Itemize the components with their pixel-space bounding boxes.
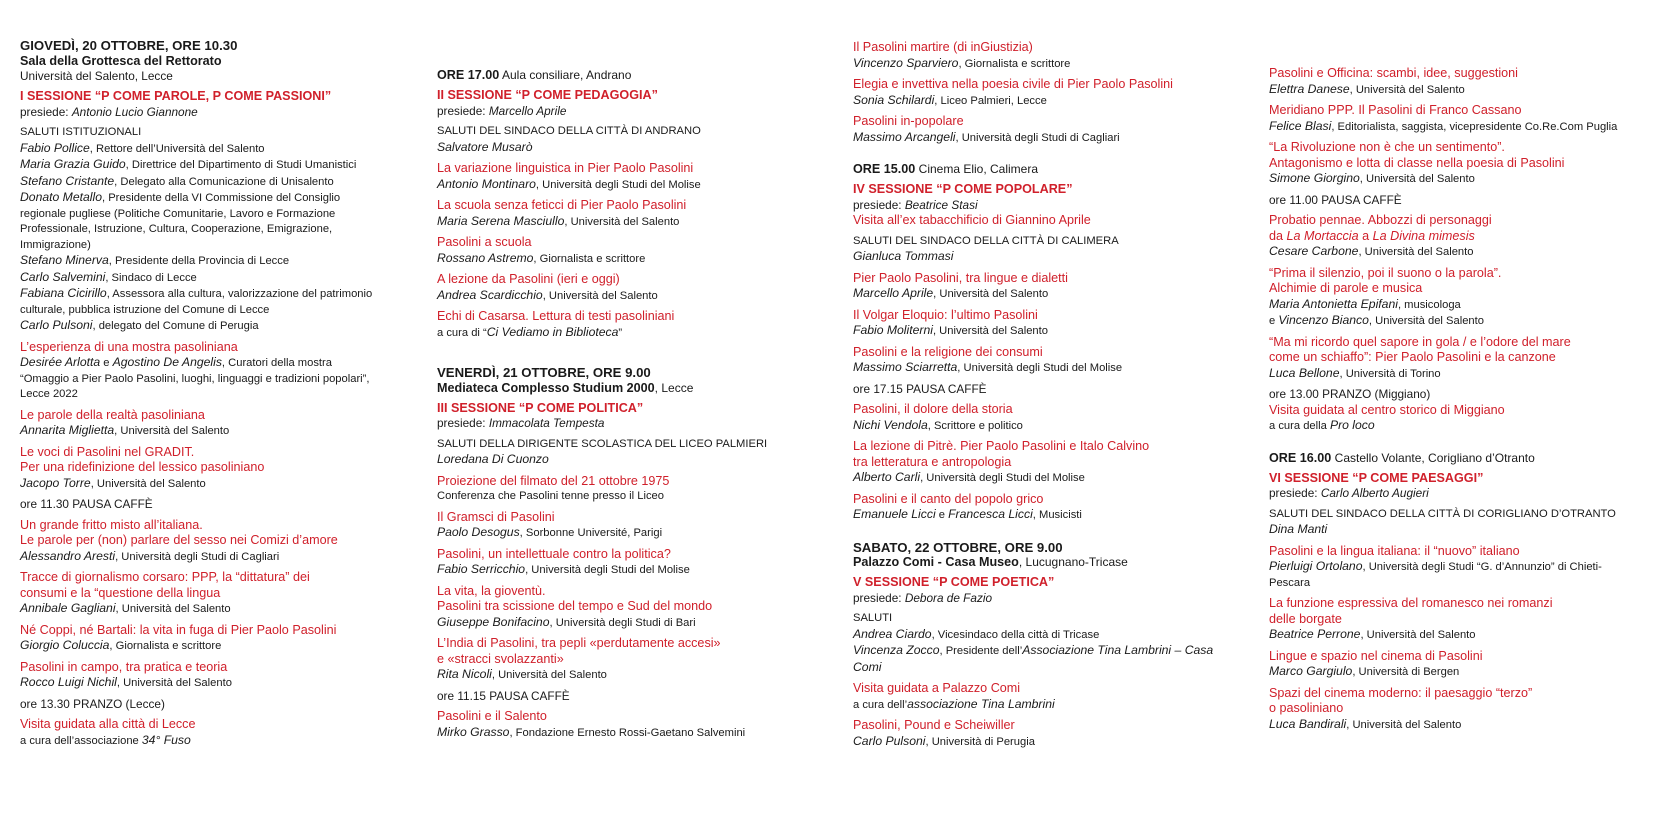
talk-speaker: Mirko Grasso, Fondazione Ernesto Rossi-Gaetano Salvemini (437, 724, 746, 739)
talk-title: Per una ridefinizione del lessico pasoliniano (20, 460, 265, 474)
talk-title: come un schiaffo”: Pier Paolo Pasolini e la canzone (1269, 350, 1556, 364)
talk-title: Spazi del cinema moderno: il paesaggio “terzo” (1269, 685, 1533, 700)
greetings-label: SALUTI DEL SINDACO DELLA CITTÀ DI CALIMERA (853, 234, 1119, 247)
talk-title: Il Gramsci di Pasolini (437, 509, 555, 524)
talk-speaker: Massimo Arcangeli, Università degli Studi di Cagliari (853, 129, 1120, 144)
speaker: Maria Grazia Guido, Direttrice del Dipartimento di Studi Umanistici (20, 157, 357, 171)
talk-speaker: Pierluigi Ortolano, Università degli Studi “G. d’Annunzio” di Chieti-Pescara (1269, 559, 1602, 589)
greetings-speaker: Dina Manti (1269, 522, 1328, 536)
guided-visit: Visita guidata al centro storico di Miggiano (1269, 402, 1505, 417)
greetings-list (20, 141, 382, 335)
talk-speaker: Simone Giorgino, Università del Salento (1269, 171, 1475, 185)
program-column-3 (853, 40, 1215, 750)
program-column-1 (20, 38, 382, 749)
talk-title: Un grande fritto misto all’italiana. (20, 517, 203, 532)
day-heading: VENERDÌ, 21 OTTOBRE, ORE 9.00 (437, 365, 651, 380)
talk-title: A lezione da Pasolini (ieri e oggi) (437, 272, 620, 286)
talk-speaker: Fabio Moliterni, Università del Salento (853, 323, 1048, 337)
talk-title: “Prima il silenzio, poi il suono o la parola”. (1269, 265, 1502, 280)
talk-speaker: Luca Bandirali, Università del Salento (1269, 716, 1462, 731)
greetings-speaker: Loredana Di Cuonzo (437, 452, 549, 466)
chair: presiede: Immacolata Tempesta (437, 416, 605, 430)
lunch-break: ore 13.30 PRANZO (Lecce) (20, 696, 165, 711)
talk-title: delle borgate (1269, 611, 1342, 626)
session-title: VI SESSIONE “P COME PAESAGGI” (1269, 470, 1484, 485)
session-title: V SESSIONE “P COME POETICA” (853, 575, 1055, 589)
talk-speaker: Giuseppe Bonifacino, Università degli Studi di Bari (437, 614, 696, 629)
talk-title: “Ma mi ricordo quel sapore in gola / e l’odore del mare (1269, 334, 1571, 349)
talk-title: o pasoliniano (1269, 701, 1344, 715)
guided-visit: Visita all’ex tabacchificio di Giannino Aprile (853, 213, 1091, 227)
talk-speaker: Antonio Montinaro, Università degli Studi del Molise (437, 176, 701, 191)
chair: presiede: Carlo Alberto Augieri (1269, 486, 1429, 500)
talk-speaker: Carlo Pulsoni, Università di Perugia (853, 733, 1035, 748)
talk-title: Pasolini e il Salento (437, 709, 547, 723)
greetings-label: SALUTI DELLA DIRIGENTE SCOLASTICA DEL LICEO PALMIERI (437, 437, 768, 450)
talk-speaker: Vincenzo Sparviero, Giornalista e scrittore (853, 55, 1071, 70)
greetings-label: SALUTI DEL SINDACO DELLA CITTÀ DI CORIGLIANO D’OTRANTO (1269, 507, 1616, 520)
talk-title: Echi di Casarsa. Lettura di testi pasoliniani (437, 309, 675, 323)
greetings-label: SALUTI ISTITUZIONALI (20, 126, 142, 138)
talk-title: Pasolini e la religione dei consumi (853, 344, 1043, 359)
speaker: Stefano Cristante, Delegato alla Comunicazione di Unisalento (20, 173, 334, 188)
talk-speaker: Elettra Danese, Università del Salento (1269, 81, 1465, 96)
talk-title: Meridiano PPP. Il Pasolini di Franco Cassano (1269, 103, 1522, 117)
chair: presiede: Debora de Fazio (853, 590, 993, 605)
talk-title: “La Rivoluzione non è che un sentimento”. (1269, 140, 1505, 154)
guided-visit: Visita guidata a Palazzo Comi (853, 681, 1021, 695)
talk-title: Pasolini e Officina: scambi, idee, suggestioni (1269, 66, 1518, 80)
talk-speaker: Annarita Miglietta, Università del Salento (20, 423, 230, 437)
speaker: Donato Metallo, Presidente della VI Commissione del Consiglio regionale pugliese (Politiche Comunitarie, Lavoro e Formazione Professionale, Istruzione, Cultura, Cooperazione, Emigrazione, Immigrazione) (20, 190, 341, 251)
talk-title: consumi e la “questione della lingua (20, 585, 221, 600)
talk-title: tra letteratura e antropologia (853, 454, 1012, 469)
speaker: Fabio Pollice, Rettore dell’Università del Salento (20, 140, 265, 155)
talk-title: Le voci di Pasolini nel GRADIT. (20, 444, 195, 459)
talk-title: Pasolini in-popolare (853, 114, 964, 128)
talk-speaker: Maria Serena Masciullo, Università del Salento (437, 213, 680, 228)
talk-title: La lezione di Pitrè. Pier Paolo Pasolini e Italo Calvino (853, 439, 1150, 453)
guided-visit-organizer: a cura della Pro loco (1269, 418, 1375, 432)
speaker: Fabiana Cicirillo, Assessora alla cultura, valorizzazione del patrimonio culturale, pubblica istruzione del Comune di Lecce (20, 286, 373, 316)
day-heading: GIOVEDÌ, 20 OTTOBRE, ORE 10.30 (20, 38, 238, 53)
venue: Palazzo Comi - Casa Museo, Lucugnano-Tricase (853, 555, 1128, 569)
talk-speaker: Massimo Sciarretta, Università degli Studi del Molise (853, 360, 1123, 374)
talk-title: Elegia e invettiva nella poesia civile di Pier Paolo Pasolini (853, 77, 1173, 91)
talk-title: L’esperienza di una mostra pasoliniana (20, 339, 238, 354)
session-venue: ORE 17.00 Aula consiliare, Andrano (437, 68, 632, 82)
talk-title: Lingue e spazio nel cinema di Pasolini (1269, 648, 1483, 663)
coffee-break: ore 11.15 PAUSA CAFFÈ (437, 688, 570, 703)
talk-speaker: Cesare Carbone, Università del Salento (1269, 244, 1474, 258)
session-title: III SESSIONE “P COME POLITICA” (437, 400, 644, 415)
venue: Sala della Grottesca del Rettorato (20, 53, 222, 68)
talk-speaker: Desirée Arlotta e Agostino De Angelis, Curatori della mostra “Omaggio a Pier Paolo Pasolini, luoghi, linguaggi e tradizioni popolari”, Lecce 2022 (20, 355, 370, 400)
talk-speaker: Giorgio Coluccia, Giornalista e scrittore (20, 638, 222, 652)
talk-title: Pasolini a scuola (437, 235, 532, 249)
talk-speaker: Emanuele Licci e Francesca Licci, Musicisti (853, 507, 1082, 521)
talk-speaker: Luca Bellone, Università di Torino (1269, 365, 1441, 380)
talk-title: Pasolini in campo, tra pratica e teoria (20, 659, 228, 674)
guided-visit-organizer: a cura dell’associazione 34° Fuso (20, 732, 191, 747)
talk-speaker: Rossano Astremo, Giornalista e scrittore (437, 250, 646, 265)
coffee-break: ore 11.30 PAUSA CAFFÈ (20, 497, 153, 511)
talk-speaker: Alessandro Aresti, Università degli Studi di Cagliari (20, 548, 280, 563)
talk-speaker: Felice Blasi, Editorialista, saggista, vicepresidente Co.Re.Com Puglia (1269, 118, 1618, 133)
talk-title: Il Pasolini martire (di inGiustizia) (853, 40, 1033, 54)
talk-title: Proiezione del filmato del 21 ottobre 1975 (437, 473, 670, 488)
talk-speaker: Maria Antonietta Epifani, musicologa (1269, 296, 1461, 311)
talk-speaker: Beatrice Perrone, Università del Salento (1269, 627, 1476, 641)
chair: presiede: Beatrice Stasi (853, 197, 978, 212)
talk-speaker: e Vincenzo Bianco, Università del Salento (1269, 313, 1484, 327)
talk-title: L’India di Pasolini, tra pepli «perdutamente accesi» (437, 636, 721, 650)
talk-speaker: Rita Nicoli, Università del Salento (437, 667, 607, 681)
talk-speaker: Jacopo Torre, Università del Salento (20, 475, 206, 490)
lunch-break: ore 13.00 PRANZO (Miggiano) (1269, 387, 1431, 401)
talk-speaker: Fabio Serricchio, Università degli Studi del Molise (437, 562, 690, 576)
speaker: Carlo Pulsoni, delegato del Comune di Perugia (20, 318, 259, 332)
session-venue: ORE 15.00 Cinema Elio, Calimera (853, 162, 1039, 176)
talk-title: Le parole della realtà pasoliniana (20, 407, 205, 422)
talk-organizer: a cura di “Ci Vediamo in Biblioteca” (437, 324, 623, 339)
talk-title: e «stracci svolazzanti» (437, 651, 564, 666)
talk-speaker: Alberto Carli, Università degli Studi del Molise (853, 470, 1085, 484)
talk-title: Probatio pennae. Abbozzi di personaggi (1269, 213, 1492, 227)
talk-title: da La Mortaccia a La Divina mimesis (1269, 228, 1475, 243)
session-venue: ORE 16.00 Castello Volante, Corigliano d’Otranto (1269, 450, 1535, 465)
talk-speaker: Marco Gargiulo, Università di Bergen (1269, 664, 1460, 678)
talk-speaker: Nichi Vendola, Scrittore e politico (853, 417, 1023, 432)
venue: Mediateca Complesso Studium 2000, Lecce (437, 380, 694, 395)
guided-visit: Visita guidata alla città di Lecce (20, 717, 196, 731)
talk-speaker: Andrea Scardicchio, Università del Salento (437, 287, 658, 302)
session-title: IV SESSIONE “P COME POPOLARE” (853, 182, 1073, 196)
speaker: Stefano Minerva, Presidente della Provincia di Lecce (20, 253, 290, 267)
talk-title: La funzione espressiva del romanesco nei romanzi (1269, 596, 1553, 610)
greetings-speaker: Salvatore Musarò (437, 139, 533, 154)
talk-title: La variazione linguistica in Pier Paolo Pasolini (437, 161, 694, 175)
talk-title: Alchimie di parole e musica (1269, 281, 1423, 295)
greetings-label: SALUTI (853, 612, 893, 624)
talk-speaker: Sonia Schilardi, Liceo Palmieri, Lecce (853, 92, 1047, 107)
talk-title: Pasolini tra scissione del tempo e Sud del mondo (437, 599, 713, 613)
coffee-break: ore 11.00 PAUSA CAFFÈ (1269, 192, 1402, 207)
session-title: II SESSIONE “P COME PEDAGOGIA” (437, 88, 658, 102)
greetings-speaker: Gianluca Tommasi (853, 249, 954, 263)
guided-visit-organizer: a cura dell’associazione Tina Lambrini (853, 696, 1055, 711)
day-heading: SABATO, 22 OTTOBRE, ORE 9.00 (853, 539, 1063, 555)
talk-title: Pasolini e il canto del popolo grico (853, 491, 1044, 506)
chair: presiede: Antonio Lucio Giannone (20, 104, 198, 119)
talk-speaker: Annibale Gagliani, Università del Salento (20, 601, 231, 615)
venue-sub: Università del Salento, Lecce (20, 68, 173, 83)
talk-speaker: Rocco Luigi Nichil, Università del Salento (20, 675, 232, 689)
coffee-break: ore 17.15 PAUSA CAFFÈ (853, 381, 987, 396)
greetings-label: SALUTI DEL SINDACO DELLA CITTÀ DI ANDRANO (437, 125, 701, 137)
talk-title: Il Volgar Eloquio: l’ultimo Pasolini (853, 307, 1038, 322)
talk-title: Pasolini, il dolore della storia (853, 402, 1013, 416)
talk-speaker: Paolo Desogus, Sorbonne Université, Parigi (437, 525, 663, 539)
talk-title: Pasolini, un intellettuale contro la politica? (437, 546, 671, 561)
talk-title: Le parole per (non) parlare del sesso nei Comizi d’amore (20, 533, 338, 547)
program-column-2 (437, 68, 799, 741)
session-title: I SESSIONE “P COME PAROLE, P COME PASSIONI” (20, 89, 332, 103)
talk-title: Antagonismo e lotta di classe nella poesia di Pasolini (1269, 155, 1565, 170)
talk-title: Tracce di giornalismo corsaro: PPP, la “dittatura” dei (20, 570, 310, 584)
talk-note: Conferenza che Pasolini tenne presso il Liceo (437, 490, 664, 502)
talk-title: La vita, la gioventù. (437, 583, 546, 598)
talk-speaker: Marcello Aprile, Università del Salento (853, 286, 1049, 300)
greetings-speaker: Vincenza Zocco, Presidente dell’Associazione Tina Lambrini – Casa Comi (853, 643, 1214, 674)
greetings-speaker: Andrea Ciardo, Vicesindaco della città di Tricase (853, 626, 1100, 641)
talk-title: Pier Paolo Pasolini, tra lingue e dialetti (853, 270, 1068, 285)
talk-title: Né Coppi, né Bartali: la vita in fuga di Pier Paolo Pasolini (20, 622, 337, 637)
talk-title: Pasolini e la lingua italiana: il “nuovo” italiano (1269, 543, 1520, 558)
program-column-4 (1269, 66, 1631, 733)
talk-title: La scuola senza feticci di Pier Paolo Pasolini (437, 198, 687, 212)
chair: presiede: Marcello Aprile (437, 103, 567, 118)
talk-title: Pasolini, Pound e Scheiwiller (853, 718, 1015, 732)
speaker: Carlo Salvemini, Sindaco di Lecce (20, 269, 197, 284)
